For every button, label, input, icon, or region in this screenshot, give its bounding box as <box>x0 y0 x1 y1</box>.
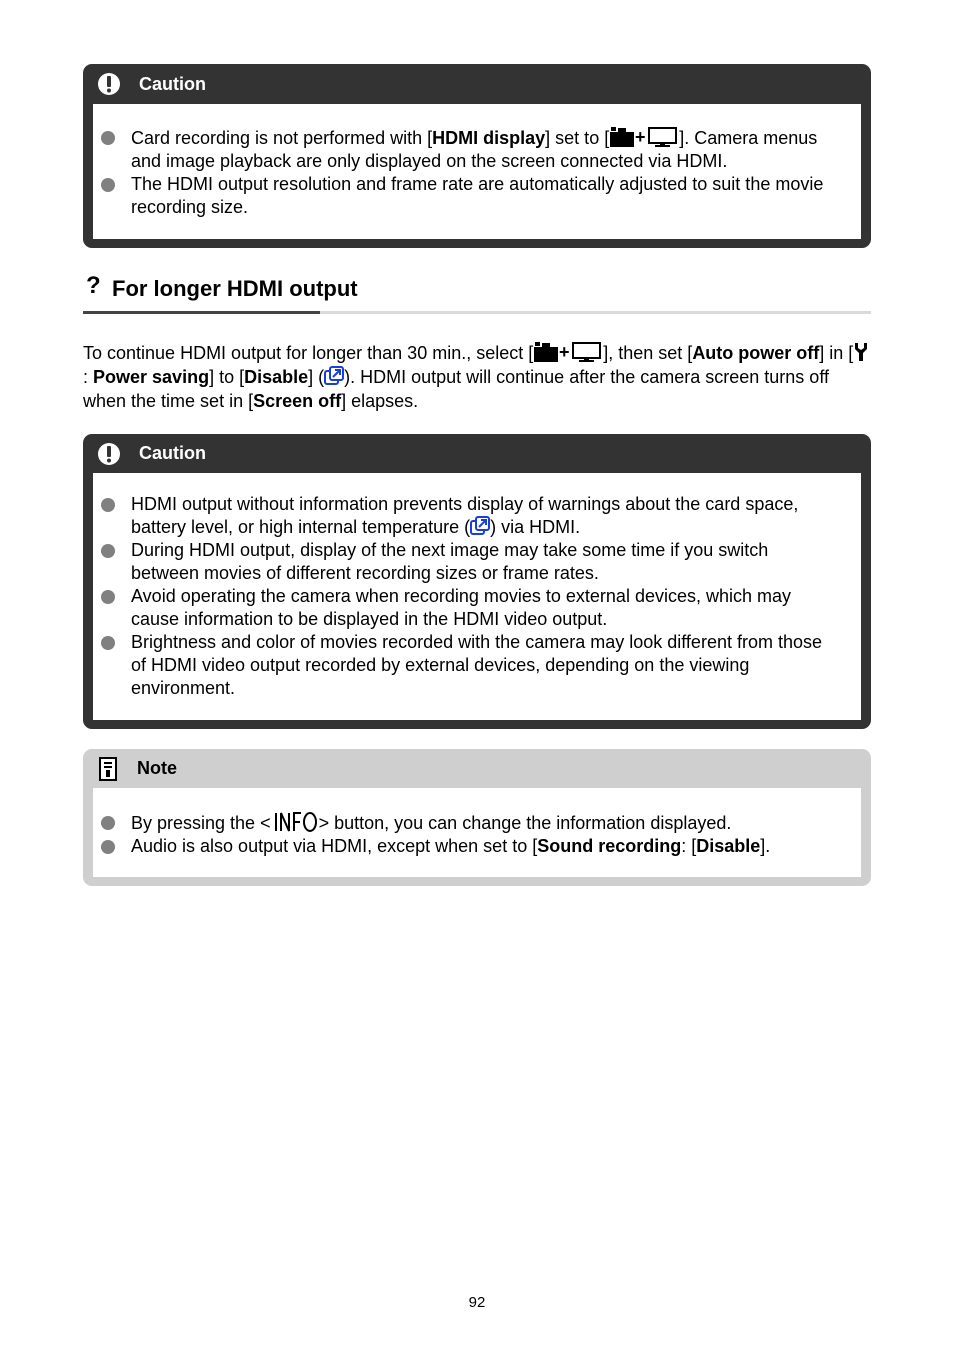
note-box <box>83 749 871 886</box>
svg-text:+: + <box>559 342 570 362</box>
list-item: Avoid operating the camera when recording movies to external devices, which may cause information to be displayed in the HDMI video output. <box>93 585 841 631</box>
link-icon[interactable] <box>324 366 344 386</box>
wrench-icon <box>853 342 869 362</box>
section-title: For longer HDMI output <box>112 276 358 301</box>
caution-box-1 <box>83 64 871 248</box>
list-item: HDMI output without information prevents display of warnings about the card space, battery level, or high internal temperature ( ) via HDMI. <box>93 493 841 539</box>
caution-body <box>93 104 861 239</box>
list-item: Card recording is not performed with [HDMI display] set to [ + ]. Camera menus and image playback are only displayed on the screen connected via HDMI. <box>93 126 841 173</box>
page-number: 92 <box>468 1294 486 1311</box>
list-item: Brightness and color of movies recorded with the camera may look different from those of HDMI video output recorded by external devices, depending on the viewing environment. <box>93 631 841 700</box>
section-heading <box>83 274 871 314</box>
list-item: By pressing the < > button, you can change the information displayed. <box>93 811 841 835</box>
bullet <box>101 498 115 512</box>
note-title: Note <box>137 758 177 778</box>
caution-header <box>83 434 871 473</box>
info-button-icon <box>271 811 319 833</box>
note-icon <box>97 757 119 781</box>
body-paragraph: To continue HDMI output for longer than 30 min., select [ + ], then set [Auto power off] in [: Power saving] to [Disable] ( ). HDMI output will continue after the camera screen turns off when the time set in [Screen off] elapses. <box>83 341 873 413</box>
bullet <box>101 544 115 558</box>
caution-title: Caution <box>139 73 206 94</box>
bullet <box>101 178 115 192</box>
caution-header <box>83 64 871 104</box>
divider-accent <box>83 311 320 314</box>
link-icon[interactable] <box>470 516 490 536</box>
note-header <box>83 749 871 788</box>
caution-box-2 <box>83 434 871 729</box>
camera-plus-monitor-icon <box>609 126 679 148</box>
caution-icon <box>97 72 121 96</box>
note-body <box>93 788 861 877</box>
camera-plus-monitor-icon <box>533 341 603 363</box>
question-mark-icon: ? <box>86 272 101 299</box>
caution-icon <box>97 442 121 466</box>
bullet <box>101 816 115 830</box>
caution-body <box>93 473 861 720</box>
caution-title: Caution <box>139 443 206 463</box>
svg-text:+: + <box>635 127 646 147</box>
list-item: During HDMI output, display of the next image may take some time if you switch between movies of different recording sizes or frame rates. <box>93 539 841 585</box>
list-item: Audio is also output via HDMI, except when set to [Sound recording: [Disable]. <box>93 835 841 858</box>
list-item: The HDMI output resolution and frame rate are automatically adjusted to suit the movie recording size. <box>93 173 841 219</box>
bullet <box>101 590 115 604</box>
bullet <box>101 131 115 145</box>
bullet <box>101 840 115 854</box>
bullet <box>101 636 115 650</box>
